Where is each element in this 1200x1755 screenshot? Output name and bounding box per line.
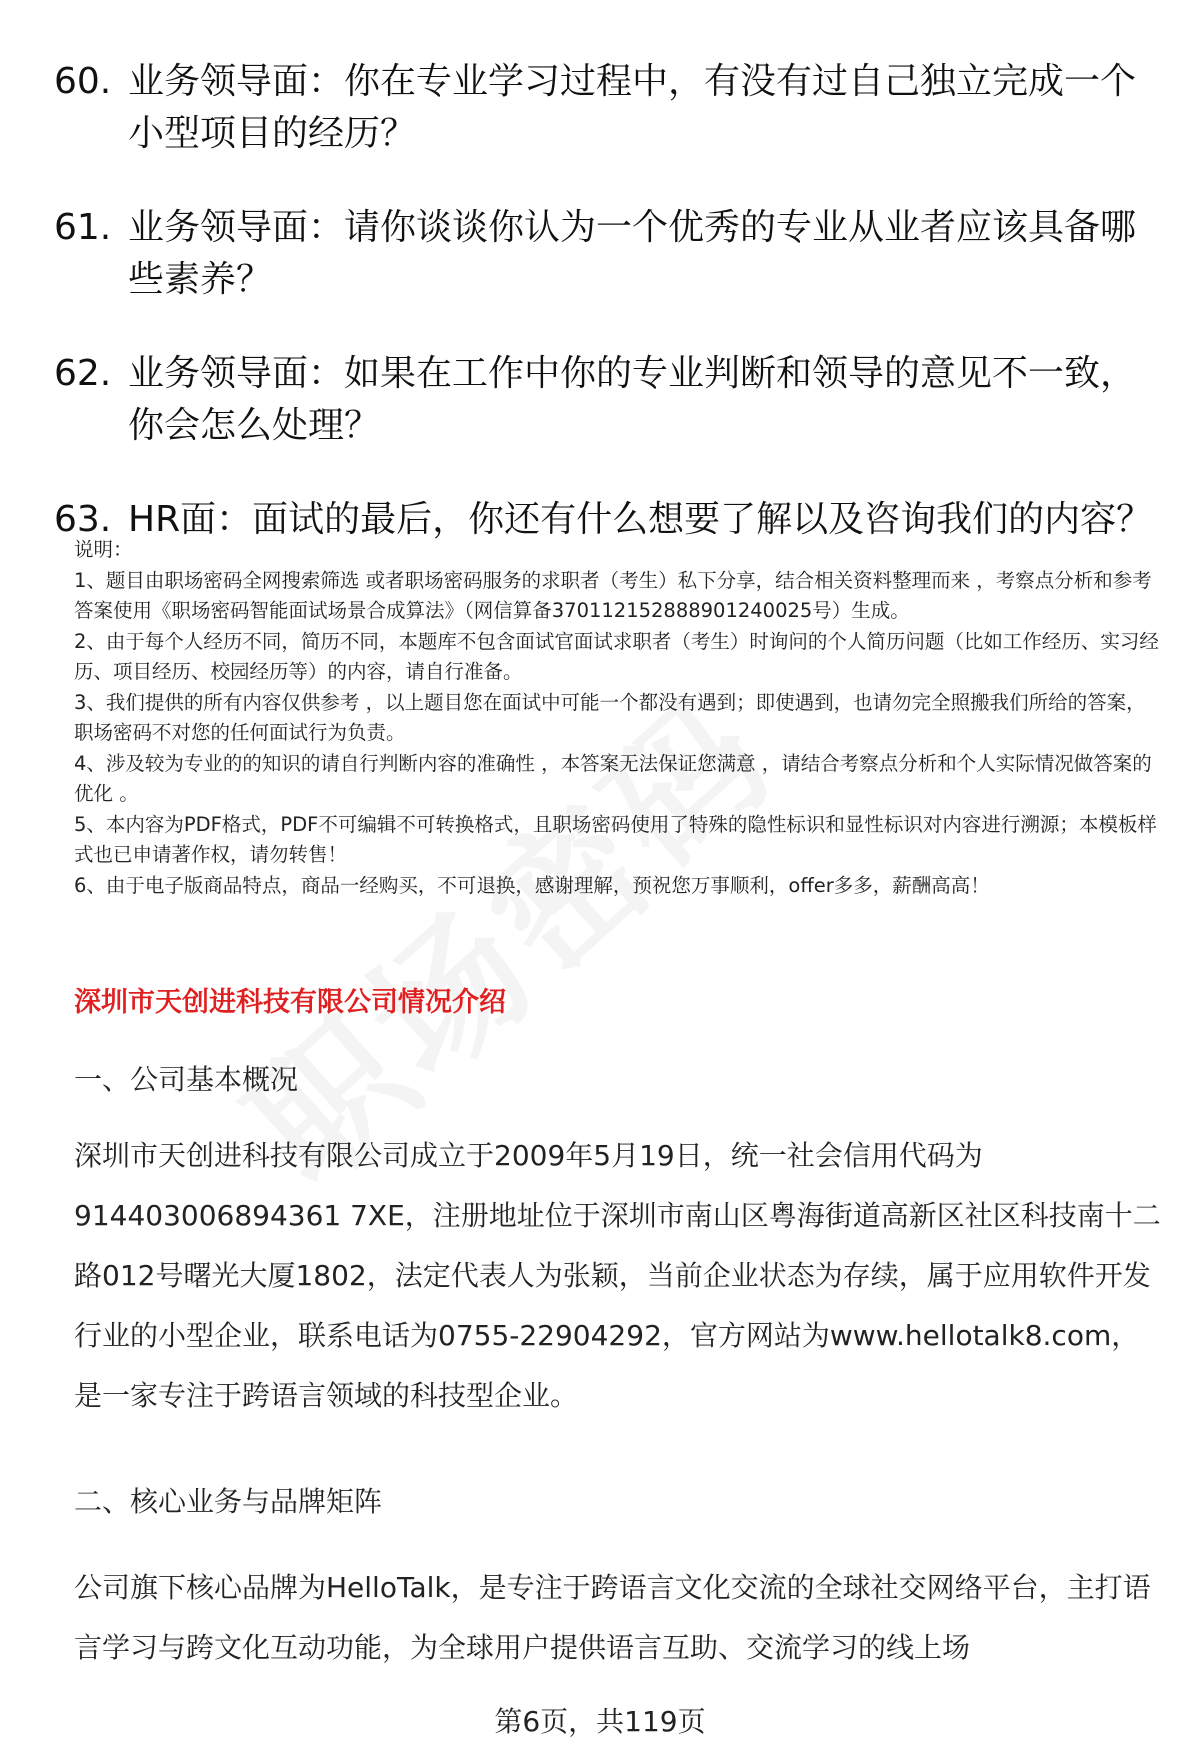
note-item: 6、由于电子版商品特点，商品一经购买，不可退换，感谢理解，预祝您万事顺利，offer多多，薪酬高高！: [74, 873, 990, 897]
question-item: [54, 202, 1164, 306]
section-paragraph-core-business: 公司旗下核心品牌为HelloTalk，是专注于跨语言文化交流的全球社交网络平台，主打语言学习与跨文化互动功能，为全球用户提供语言互助、交流学习的线上场: [74, 1571, 1151, 1664]
question-text: 业务领导面：请你谈谈你认为一个优秀的专业从业者应该具备哪些素养？: [128, 207, 1137, 300]
section-heading-core-business: 二、核心业务与品牌矩阵: [74, 1485, 383, 1518]
company-section-title: 深圳市天创进科技有限公司情况介绍: [74, 987, 506, 1018]
question-number: 60.: [54, 61, 112, 102]
question-text: 业务领导面：你在专业学习过程中，有没有过自己独立完成一个小型项目的经历？: [128, 61, 1137, 154]
question-item: [54, 56, 1164, 160]
page-footer: 第6页，共119页: [494, 1705, 706, 1738]
note-item: 3、我们提供的所有内容仅供参考 ，以上题目您在面试中可能一个都没有遇到；即使遇到，也请勿完全照搬我们所给的答案，职场密码不对您的任何面试行为负责。: [74, 690, 1146, 744]
note-item: 5、本内容为PDF格式，PDF不可编辑不可转换格式，且职场密码使用了特殊的隐性标识和显性标识对内容进行溯源；本模板样式也已申请著作权，请勿转售！: [74, 812, 1157, 866]
question-text: 业务领导面：如果在工作中你的专业判断和领导的意见不一致，你会怎么处理？: [128, 353, 1137, 446]
question-number: 62.: [54, 353, 112, 394]
notes-block: [74, 535, 1164, 901]
question-list: [54, 56, 1164, 588]
question-number: 61.: [54, 207, 112, 248]
note-item: 2、由于每个人经历不同，简历不同，本题库不包含面试官面试求职者（考生）时询问的个人简历问题（比如工作经历、实习经历、项目经历、校园经历等）的内容，请自行准备。: [74, 629, 1159, 683]
note-item: 1、题目由职场密码全网搜索筛选 或者职场密码服务的求职者（考生）私下分享，结合相关资料整理而来 ，考察点分析和参考答案使用《职场密码智能面试场景合成算法》（网信算备370112152888901240025号）生成。: [74, 568, 1152, 622]
section-paragraph-basic-overview: 深圳市天创进科技有限公司成立于2009年5月19日，统一社会信用代码为914403006894361 7XE，注册地址位于深圳市南山区粤海街道高新区社区科技南十二路012号曙光大厦1802，法定代表人为张颖，当前企业状态为存续，属于应用软件开发行业的小型企业，联系电话为0755-22904292，官方网站为www.hellotalk8.com，是一家专注于跨语言领域的科技型企业。: [74, 1139, 1161, 1412]
question-number: 63.: [54, 499, 112, 540]
question-text: HR面：面试的最后，你还有什么想要了解以及咨询我们的内容？: [128, 499, 1153, 540]
note-item: 4、涉及较为专业的的知识的请自行判断内容的准确性 ，本答案无法保证您满意 ，请结合考察点分析和个人实际情况做答案的优化 。: [74, 751, 1152, 805]
section-heading-basic-overview: 一、公司基本概况: [74, 1063, 299, 1096]
question-item: [54, 348, 1164, 452]
notes-label: 说明：: [74, 538, 133, 561]
